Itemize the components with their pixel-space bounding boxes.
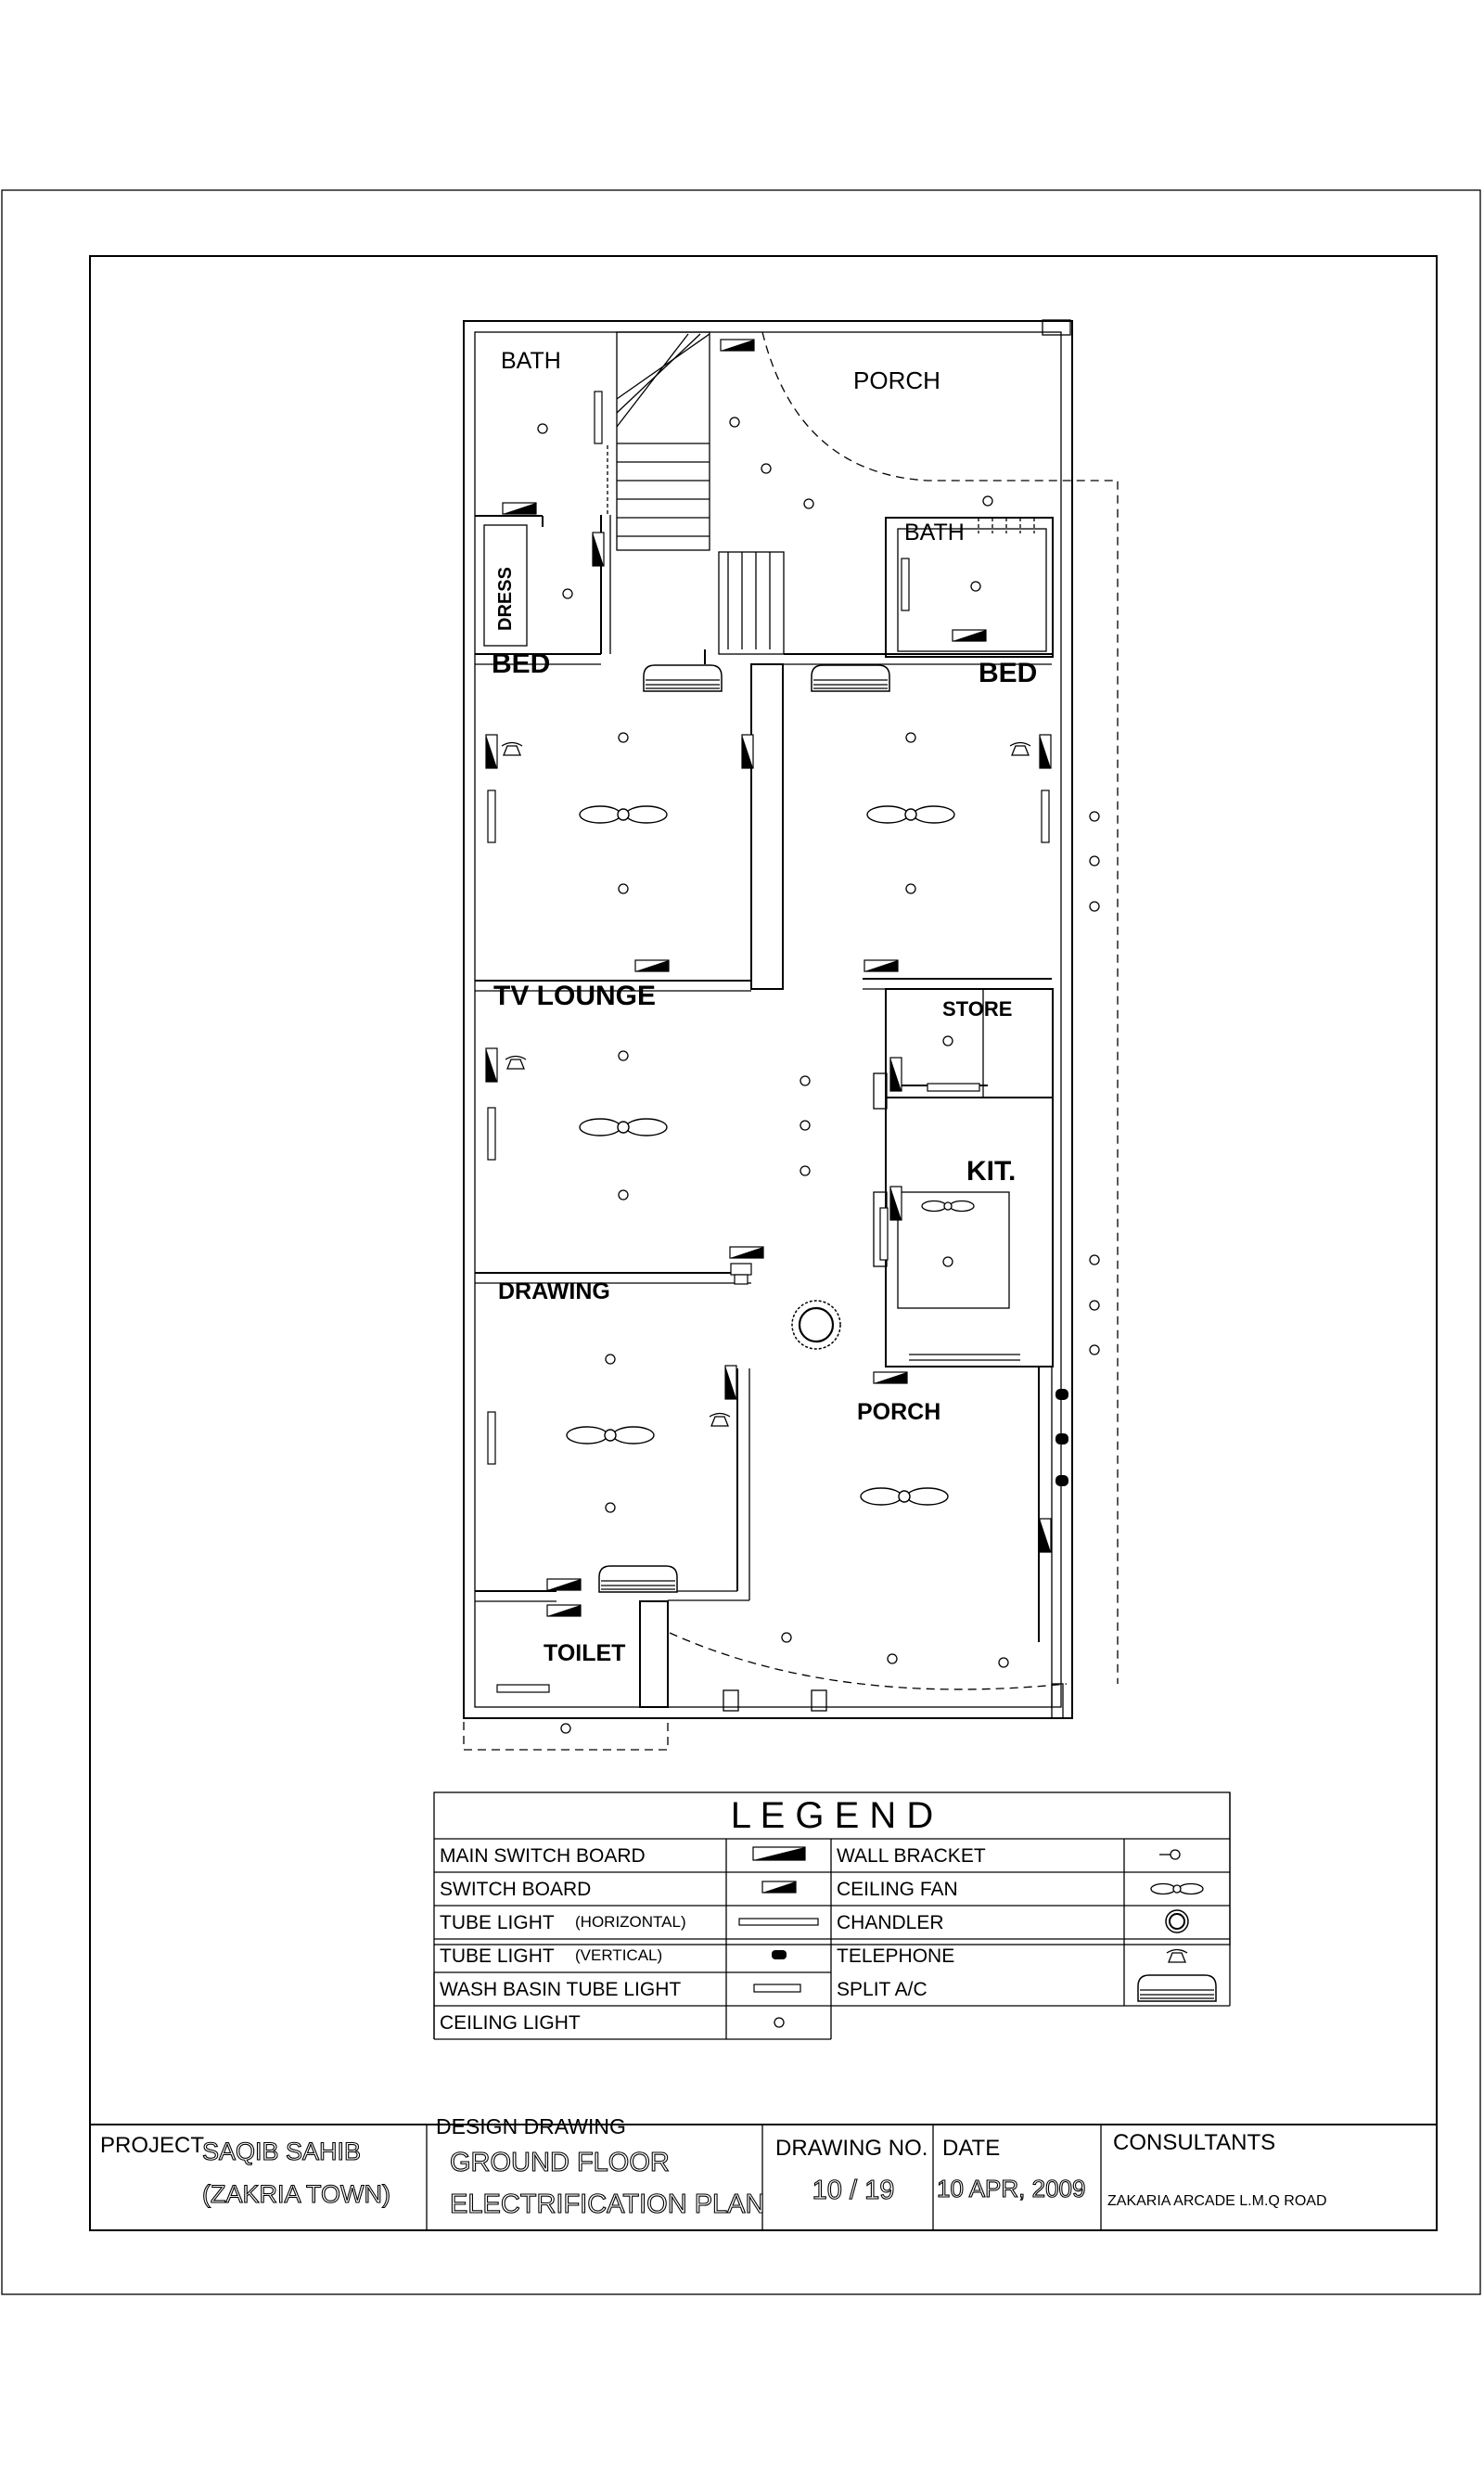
ceiling-light-icon bbox=[561, 1724, 570, 1733]
legend-symbol-main-switch-board-icon bbox=[753, 1847, 805, 1860]
ceiling-light-icon bbox=[906, 733, 915, 742]
ceiling-light-icon bbox=[1090, 1255, 1099, 1265]
ceiling-light-icon bbox=[983, 496, 992, 506]
ceiling-light-icon bbox=[1090, 1301, 1099, 1310]
switch-board-icon bbox=[721, 340, 754, 351]
design-drawing-label: DESIGN DRAWING bbox=[436, 2114, 626, 2138]
room-label-kitchen: KIT. bbox=[966, 1156, 1017, 1187]
ceiling-fan-icon bbox=[861, 1488, 948, 1505]
ceiling-light-icon bbox=[782, 1633, 791, 1642]
split-ac-icon bbox=[644, 665, 722, 691]
ceiling-light-icon bbox=[943, 1257, 953, 1266]
legend-label-tube-light-horizontal: TUBE LIGHT bbox=[440, 1912, 555, 1933]
ceiling-light-icon bbox=[971, 582, 980, 591]
ceiling-light-icon bbox=[888, 1654, 897, 1663]
ceiling-light-icon bbox=[619, 1051, 628, 1060]
switch-board-icon bbox=[486, 735, 497, 768]
consultants-label: CONSULTANTS bbox=[1113, 2130, 1276, 2155]
ceiling-light-icon bbox=[906, 884, 915, 893]
telephone-icon bbox=[710, 1414, 730, 1427]
ceiling-light-icon bbox=[619, 733, 628, 742]
ceiling-light-icon bbox=[563, 589, 572, 598]
ceiling-fan-icon bbox=[567, 1427, 654, 1444]
ceiling-light-icon bbox=[730, 417, 739, 427]
room-label-bed-right: BED bbox=[979, 658, 1038, 688]
design-line2: ELECTRIFICATION PLAN bbox=[450, 2189, 765, 2219]
consultants-address: ZAKARIA ARCADE L.M.Q ROAD bbox=[1107, 2193, 1327, 2209]
switch-board-icon bbox=[503, 503, 536, 514]
ceiling-light-icon bbox=[999, 1658, 1008, 1667]
legend-symbol-wall-bracket-icon bbox=[1159, 1850, 1180, 1859]
sheet-border bbox=[2, 190, 1480, 2294]
ceiling-light-icon bbox=[1090, 1345, 1099, 1355]
ceiling-light-icon bbox=[606, 1355, 615, 1364]
drawing-no: 10 / 19 bbox=[812, 2176, 895, 2205]
tube-light-icon bbox=[928, 1084, 979, 1091]
room-label-tv-lounge: TV LOUNGE bbox=[493, 981, 657, 1011]
project-label: PROJECT bbox=[100, 2133, 205, 2158]
legend-label-tube-light-vertical: TUBE LIGHT bbox=[440, 1945, 555, 1967]
switch-board-icon bbox=[730, 1247, 763, 1258]
legend-symbol-wash-basin-tube-light-icon bbox=[754, 1984, 800, 1992]
room-label-drawing: DRAWING bbox=[498, 1278, 610, 1304]
ceiling-light-icon bbox=[619, 884, 628, 893]
ceiling-light-icon bbox=[1090, 812, 1099, 821]
room-label-porch-bottom: PORCH bbox=[857, 1399, 941, 1425]
ceiling-fan-icon bbox=[580, 806, 667, 823]
legend-label-main-switch-board: MAIN SWITCH BOARD bbox=[440, 1845, 646, 1867]
project-location: (ZAKRIA TOWN) bbox=[202, 2180, 391, 2208]
switch-board-icon bbox=[953, 630, 986, 641]
ceiling-light-icon bbox=[804, 499, 813, 508]
tube-light-icon bbox=[488, 790, 495, 842]
split-ac-icon bbox=[812, 665, 889, 691]
room-label-bed-left: BED bbox=[492, 648, 551, 679]
tube-light-icon bbox=[488, 1412, 495, 1464]
room-label-dress: DRESS bbox=[495, 567, 516, 631]
legend-symbol-ceiling-light-icon bbox=[774, 2018, 784, 2027]
legend-label-wash-basin-tube-light: WASH BASIN TUBE LIGHT bbox=[440, 1979, 682, 2000]
ceiling-lights bbox=[538, 417, 1099, 1733]
ceiling-light-icon bbox=[800, 1076, 810, 1085]
title-block bbox=[90, 2114, 1437, 2230]
chandelier bbox=[792, 1301, 840, 1349]
legend-label-wall-bracket: WALL BRACKET bbox=[837, 1845, 986, 1867]
legend-label-ceiling-light: CEILING LIGHT bbox=[440, 2012, 581, 2034]
switch-board-icon bbox=[486, 1048, 497, 1082]
legend-label-chandler: CHANDLER bbox=[837, 1912, 944, 1933]
legend-title: L E G E N D bbox=[730, 1795, 934, 1836]
room-label-store: STORE bbox=[942, 997, 1013, 1021]
ceiling-light-icon bbox=[761, 464, 771, 473]
tube-light-icon bbox=[880, 1208, 888, 1260]
split-acs bbox=[599, 665, 889, 1592]
design-line1: GROUND FLOOR bbox=[450, 2148, 670, 2177]
legend bbox=[434, 1792, 1230, 2039]
switch-board-icon bbox=[547, 1605, 581, 1616]
ceiling-fan-icon bbox=[580, 1119, 667, 1136]
outer-walls bbox=[464, 321, 1072, 1750]
ceiling-light-icon bbox=[619, 1190, 628, 1200]
ceiling-light-icon bbox=[800, 1166, 810, 1175]
room-label-bath-top: BATH bbox=[501, 348, 561, 374]
tube-light-icon bbox=[497, 1685, 549, 1692]
ceiling-light-icon bbox=[606, 1503, 615, 1512]
tube-light-icon bbox=[1042, 790, 1049, 842]
switch-board-icon bbox=[547, 1579, 581, 1590]
switch-board-icon bbox=[1040, 735, 1051, 768]
legend-note-horizontal: (HORIZONTAL) bbox=[575, 1913, 686, 1931]
split-ac-icon bbox=[599, 1566, 677, 1592]
room-labels bbox=[492, 348, 1037, 1666]
legend-symbol-telephone-icon bbox=[1167, 1950, 1187, 1963]
switch-board-icon bbox=[864, 960, 898, 971]
legend-label-switch-board: SWITCH BOARD bbox=[440, 1879, 592, 1900]
switch-board-icon bbox=[725, 1366, 736, 1399]
ceiling-light-icon bbox=[538, 424, 547, 433]
switch-board-icon bbox=[593, 533, 604, 566]
legend-note-vertical: (VERTICAL) bbox=[575, 1946, 663, 1964]
legend-label-ceiling-fan: CEILING FAN bbox=[837, 1879, 958, 1900]
switch-board-icon bbox=[742, 735, 753, 768]
ceiling-fan-icon bbox=[922, 1201, 974, 1212]
legend-symbol-ceiling-fan-icon bbox=[1151, 1884, 1203, 1894]
switch-board-icon bbox=[890, 1058, 902, 1091]
telephone-icon bbox=[502, 743, 522, 756]
legend-symbol-split-ac-icon bbox=[1138, 1975, 1216, 2001]
legend-symbol-chandelier-icon bbox=[1166, 1910, 1188, 1932]
switch-board-icon bbox=[635, 960, 669, 971]
legend-symbol-tube-light-horizontal-icon bbox=[739, 1919, 818, 1925]
tube-lights bbox=[488, 392, 1049, 1692]
ceiling-light-icon bbox=[943, 1036, 953, 1046]
legend-symbol-tube-light-vertical-icon bbox=[772, 1950, 787, 1959]
ceiling-fan-icon bbox=[867, 806, 954, 823]
legend-label-telephone: TELEPHONE bbox=[837, 1945, 955, 1967]
switch-board-icon bbox=[1040, 1519, 1051, 1552]
drawing-no-label: DRAWING NO. bbox=[775, 2136, 928, 2161]
date-label: DATE bbox=[942, 2136, 1001, 2161]
tube-light-icon bbox=[595, 392, 602, 443]
ceiling-light-icon bbox=[1090, 902, 1099, 911]
switch-board-icon bbox=[890, 1187, 902, 1220]
telephone-icon bbox=[1010, 743, 1030, 756]
switch-board-icon bbox=[874, 1372, 907, 1383]
room-label-porch-top: PORCH bbox=[853, 366, 940, 394]
tube-light-icon bbox=[488, 1108, 495, 1160]
ceiling-light-icon bbox=[1090, 856, 1099, 866]
room-label-toilet: TOILET bbox=[544, 1640, 626, 1666]
date-value: 10 APR, 2009 bbox=[937, 2175, 1086, 2202]
project-name: SAQIB SAHIB bbox=[202, 2138, 362, 2165]
tube-light-icon bbox=[902, 559, 909, 610]
room-label-bath-right: BATH bbox=[904, 520, 965, 546]
telephone-icon bbox=[505, 1057, 526, 1070]
staircase bbox=[608, 334, 1034, 649]
legend-label-split-ac: SPLIT A/C bbox=[837, 1979, 928, 2000]
ceiling-light-icon bbox=[800, 1121, 810, 1130]
legend-symbol-switch-board-icon bbox=[762, 1881, 796, 1893]
